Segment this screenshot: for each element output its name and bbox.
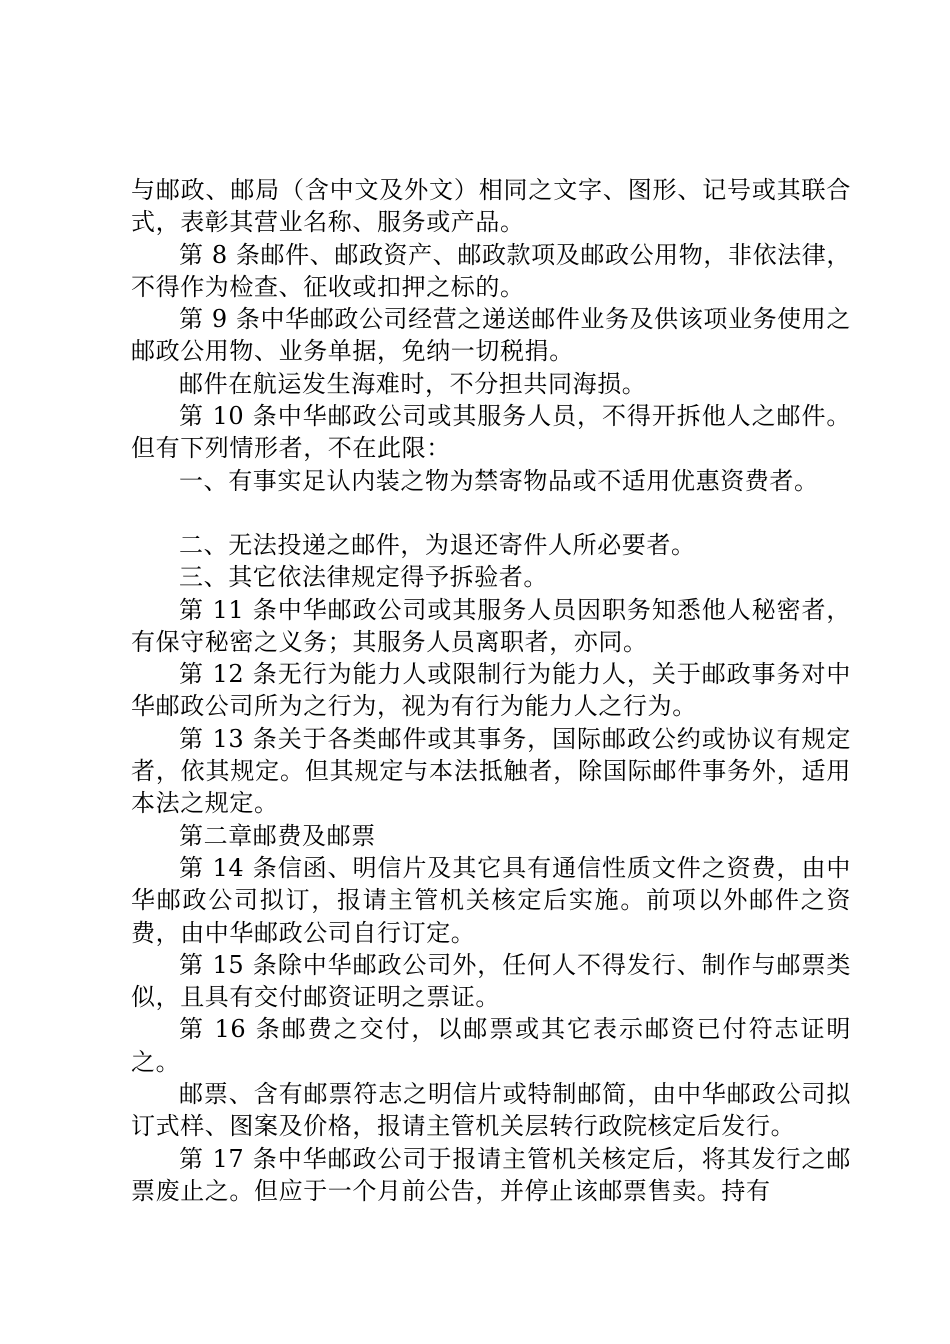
paragraph-article-9-maritime: 邮件在航运发生海难时，不分担共同海损。 — [179, 369, 647, 398]
document-body — [131, 174, 851, 1207]
paragraph-article-10-item-2: 二、无法投递之邮件，为退还寄件人所必要者。 — [179, 530, 696, 559]
paragraph-article-10: 第 10 条中华邮政公司或其服务人员，不得开拆他人之邮件。但有下列情形者，不在此限： — [131, 402, 851, 463]
paragraph-article-14: 第 14 条信函、明信片及其它具有通信性质文件之资费，由中华邮政公司拟订，报请主管机关核定后实施。前项以外邮件之资费，由中华邮政公司自行订定。 — [131, 853, 851, 947]
paragraph-article-10-item-1: 一、有事实足认内装之物为禁寄物品或不适用优惠资费者。 — [179, 466, 819, 495]
paragraph-article-11: 第 11 条中华邮政公司或其服务人员因职务知悉他人秘密者，有保守秘密之义务；其服务人员离职者，亦同。 — [131, 595, 851, 656]
paragraph-article-16: 第 16 条邮费之交付，以邮票或其它表示邮资已付符志证明之。 — [131, 1015, 851, 1076]
paragraph-article-17: 第 17 条中华邮政公司于报请主管机关核定后，将其发行之邮票废止之。但应于一个月前公告，并停止该邮票售卖。持有 — [131, 1144, 851, 1205]
paragraph-article-8: 第 8 条邮件、邮政资产、邮政款项及邮政公用物，非依法律，不得作为检查、征收或扣押之标的。 — [131, 240, 851, 301]
paragraph-article-13: 第 13 条关于各类邮件或其事务，国际邮政公约或协议有规定者，依其规定。但其规定与本法抵触者，除国际邮件事务外，适用本法之规定。 — [131, 724, 851, 818]
paragraph-continuation: 与邮政、邮局（含中文及外文）相同之文字、图形、记号或其联合式，表彰其营业名称、服务或产品。 — [131, 176, 851, 237]
paragraph-article-9: 第 9 条中华邮政公司经营之递送邮件业务及供该项业务使用之邮政公用物、业务单据，免纳一切税捐。 — [131, 305, 851, 366]
paragraph-article-10-item-3: 三、其它依法律规定得予拆验者。 — [179, 563, 548, 592]
paragraph-article-15: 第 15 条除中华邮政公司外，任何人不得发行、制作与邮票类似，且具有交付邮资证明之票证。 — [131, 950, 851, 1012]
paragraph-article-16-stamps: 邮票、含有邮票符志之明信片或特制邮简，由中华邮政公司拟订式样、图案及价格，报请主管机关层转行政院核定后发行。 — [131, 1080, 851, 1141]
paragraph-article-12: 第 12 条无行为能力人或限制行为能力人，关于邮政事务对中华邮政公司所为之行为，视为有行为能力人之行为。 — [131, 660, 851, 721]
chapter-heading: 第二章邮费及邮票 — [179, 821, 376, 850]
